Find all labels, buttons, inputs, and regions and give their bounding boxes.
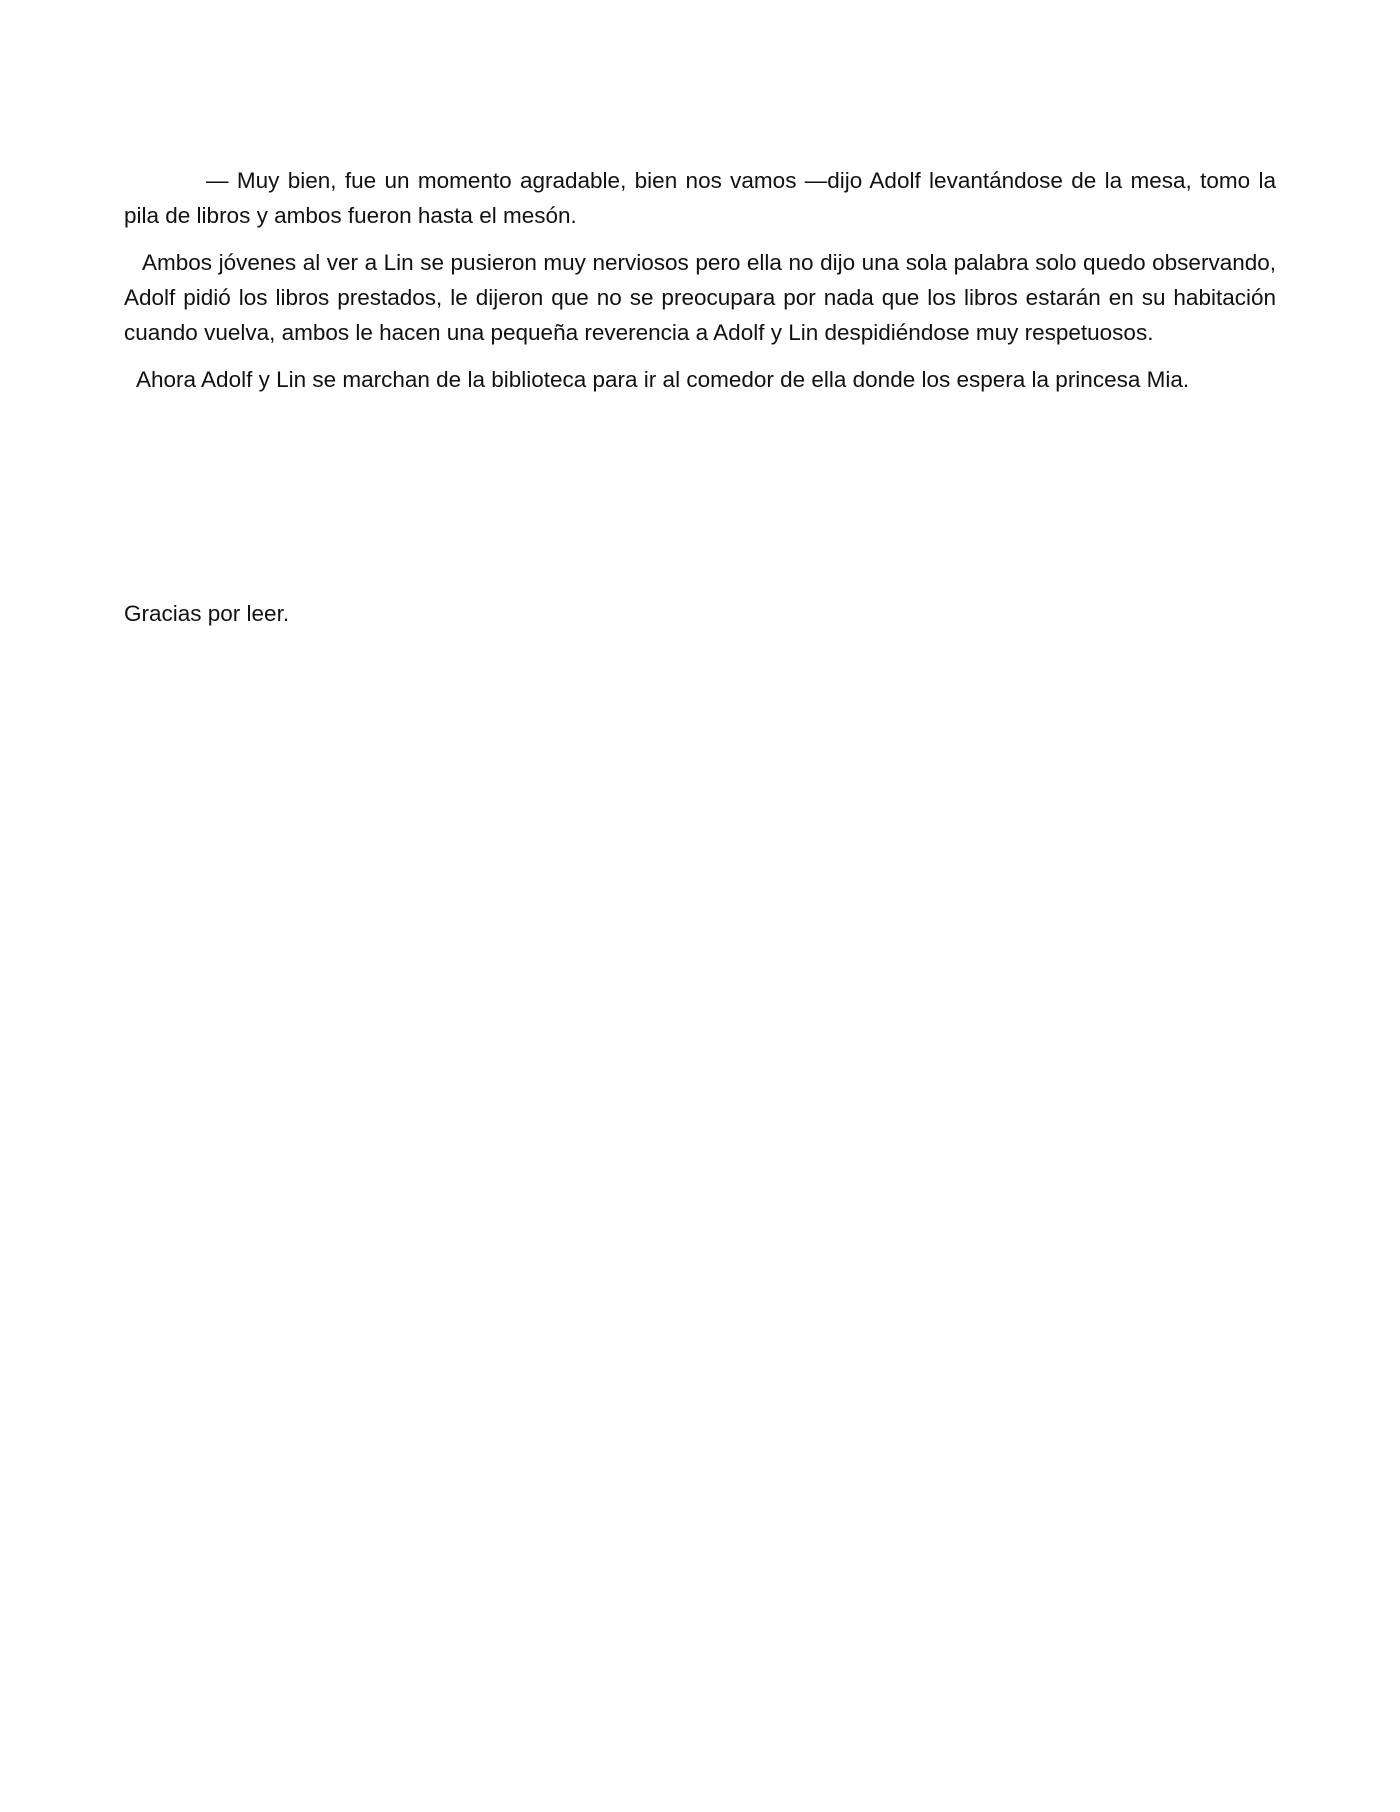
paragraph-1: — Muy bien, fue un momento agradable, bien nos vamos —dijo Adolf levantándose de la mesa, tomo la pila de libros y ambos fueron hasta el mesón.: [124, 168, 1276, 228]
closing-line: Gracias por leer.: [124, 601, 290, 626]
paragraph-3: Ahora Adolf y Lin se marchan de la biblioteca para ir al comedor de ella donde los espera la princesa Mia.: [136, 367, 1190, 392]
paragraph-2: Ambos jóvenes al ver a Lin se pusieron muy nerviosos pero ella no dijo una sola palabra solo quedo observando, Adolf pidió los libros prestados, le dijeron que no se preocupara por nada que los libros estarán en su habitación cuando vuelva, ambos le hacen una pequeña reverencia a Adolf y Lin despidiéndose muy respetuosos.: [124, 250, 1276, 345]
body-text: [124, 163, 1276, 409]
